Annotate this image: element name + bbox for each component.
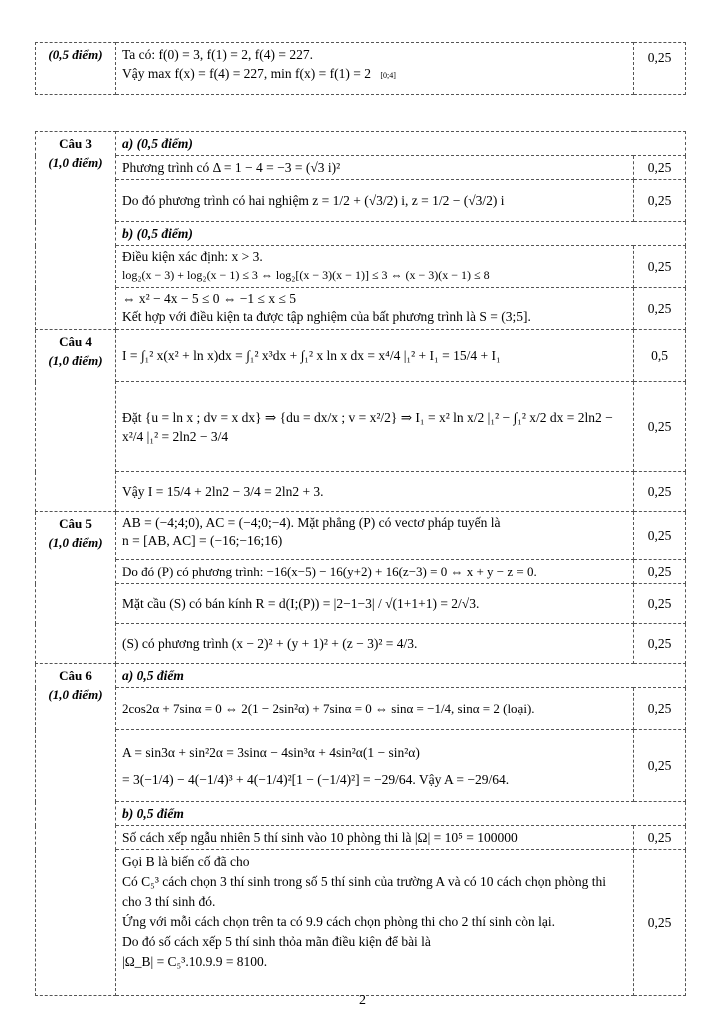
q6-a2 [116,730,634,802]
q6-b-body [116,850,634,996]
q4-label-cell [36,330,116,512]
q5-r1b: n = [AB, AC] = (−16;−16;16) [122,533,283,548]
q3-a-head-text: a) (0,5 điểm) [122,136,193,151]
q6-b4: Ứng với mỗi cách chọn trên ta có 9.9 cách chọn phòng thi cho 2 thí sinh còn lại. [122,914,556,929]
q3-a2: Do đó phương trình có hai nghiệm z = 1/2 + (√3/2) i, z = 1/2 − (√3/2) i [116,180,634,222]
q3-score: (1,0 điểm) [48,155,103,170]
q5-score: (1,0 điểm) [48,535,103,550]
q6-a2b: = 3(−1/4) − 4(−1/4)³ + 4(−1/4)²[1 − (−1/4)²] = −29/64. Vậy A = −29/64. [122,771,510,787]
q5-r3-points: 0,25 [634,584,686,624]
q4-score: (1,0 điểm) [48,353,103,368]
q5-r1-points: 0,25 [634,512,686,560]
q6-b5: Do đó số cách xếp 5 thí sinh thỏa mãn điều kiện để bài là [122,934,431,949]
q4-r1-points: 0,5 [634,330,686,382]
q3-b34 [116,288,634,330]
q5-r2-points: 0,25 [634,560,686,584]
top-range: [0;4] [380,71,396,80]
q6-a2-points: 0,25 [634,730,686,802]
page-number: 2 [359,993,366,1008]
q6-b2: Gọi B là biến cố đã cho [122,854,250,869]
top-table [35,42,686,95]
q4-r3-points: 0,25 [634,472,686,512]
q6-a-head-text: a) 0,5 điểm [122,668,184,683]
q3-b12-points: 0,25 [634,246,686,288]
q5-r3: Mặt cầu (S) có bán kính R = d(I;(P)) = |2−1−3| / √(1+1+1) = 2/√3. [116,584,634,624]
q6-score: (1,0 điểm) [48,687,103,702]
q3-label-cell [36,132,116,330]
q3-label: Câu 3 [59,136,92,151]
q6-a1-points: 0,25 [634,688,686,730]
top-line-2-text: Vậy max f(x) = f(4) = 227, min f(x) = f(1) = 2 [122,66,372,81]
top-score-label: (0,5 điểm) [36,43,116,95]
q6-b-head [116,802,686,826]
q6-b-points: 0,25 [634,850,686,996]
q3-b1: Điều kiện xác định: x > 3. [122,249,263,264]
q6-a2a: A = sin3α + sin²2α = 3sinα − 4sin³α + 4sin²α(1 − sin²α) [122,744,420,760]
top-points: 0,25 [634,43,686,95]
q5-r1a: AB = (−4;4;0), AC = (−4;0;−4). Mặt phẳng (P) có vectơ pháp tuyến là [122,515,501,530]
q3-b2: log₂(x − 3) + log₂(x − 1) ≤ 3 ⇔ log₂[(x − 3)(x − 1)] ≤ 3 ⇔ (x − 3)(x − 1) ≤ 8 [122,268,490,282]
q6-a-head [116,664,686,688]
q5-r2: Do đó (P) có phương trình: −16(x−5) − 16(y+2) + 16(z−3) = 0 ⇔ x + y − z = 0. [116,560,634,584]
q6-b1-points: 0,25 [634,826,686,850]
top-content [116,43,634,95]
q3-a1: Phương trình có Δ = 1 − 4 = −3 = (√3 i)² [116,156,634,180]
q3-b34-points: 0,25 [634,288,686,330]
q4-r3: Vậy I = 15/4 + 2ln2 − 3/4 = 2ln2 + 3. [116,472,634,512]
q6-label: Câu 6 [59,668,92,683]
q3-a1-points: 0,25 [634,156,686,180]
q4-r2-points: 0,25 [634,382,686,472]
q3-a-head [116,132,686,156]
q5-r1 [116,512,634,560]
q5-label-cell [36,512,116,664]
q6-b-head-text: b) 0,5 điểm [122,806,184,821]
q4-r2: Đặt {u = ln x ; dv = x dx} ⇒ {du = dx/x ; v = x²/2} ⇒ I₁ = x² ln x/2 |₁² − ∫₁² x/2 dx = 2ln2 − x²/4 |₁² = 2ln2 − 3/4 [116,382,634,472]
q5-r4: (S) có phương trình (x − 2)² + (y + 1)² + (z − 3)² = 4/3. [116,624,634,664]
q4-label: Câu 4 [59,334,92,349]
q4-r1: I = ∫₁² x(x² + ln x)dx = ∫₁² x³dx + ∫₁² x ln x dx = x⁴/4 |₁² + I₁ = 15/4 + I₁ [116,330,634,382]
top-line-2 [122,64,627,85]
q3-b3: ⇔ x² − 4x − 5 ≤ 0 ⇔ −1 ≤ x ≤ 5 [122,291,296,306]
q5-r4-points: 0,25 [634,624,686,664]
q5-label: Câu 5 [59,516,92,531]
q3-b-head [116,222,686,246]
q3-b-head-text: b) (0,5 điểm) [122,226,193,241]
main-table [35,131,686,996]
q3-b4: Kết hợp với điều kiện ta được tập nghiệm của bất phương trình là S = (3;5]. [122,309,531,324]
q3-a2-points: 0,25 [634,180,686,222]
q6-label-cell [36,664,116,996]
top-line-1: Ta có: f(0) = 3, f(1) = 2, f(4) = 227. [122,47,313,62]
q6-b6: |Ω_B| = C₅³.10.9.9 = 8100. [122,954,268,969]
q6-b3: Có C₅³ cách chọn 3 thí sinh trong số 5 thí sinh của trường A và có 10 cách chọn phòng thi cho 3 thí sinh đó. [122,874,607,909]
q6-a1: 2cos2α + 7sinα = 0 ⇔ 2(1 − 2sin²α) + 7sinα = 0 ⇔ sinα = −1/4, sinα = 2 (loại). [116,688,634,730]
q3-b12 [116,246,634,288]
q6-b1: Số cách xếp ngẫu nhiên 5 thí sinh vào 10 phòng thi là |Ω| = 10⁵ = 100000 [116,826,634,850]
